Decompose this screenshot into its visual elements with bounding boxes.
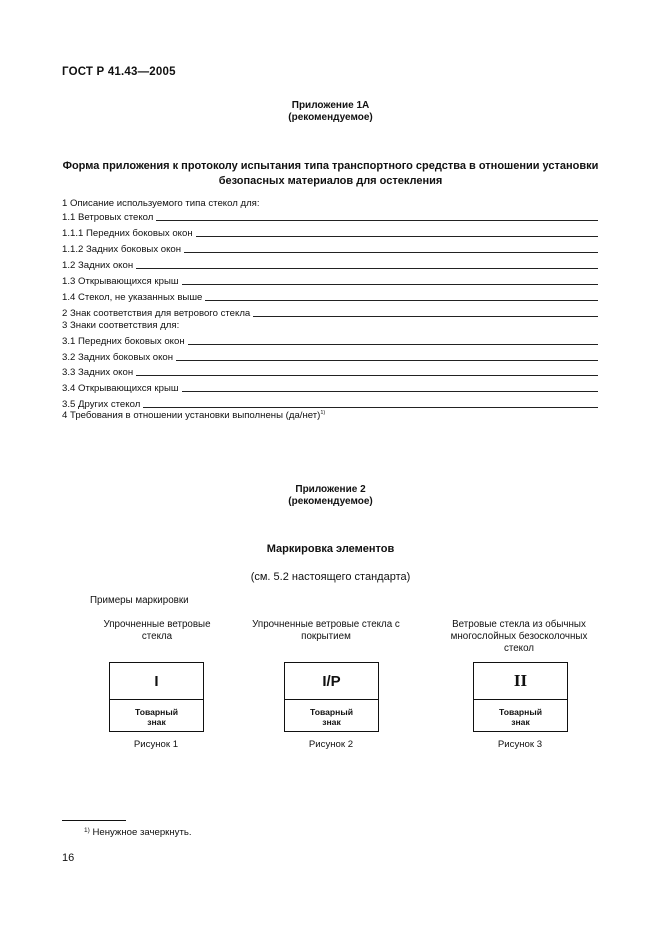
form-item-label: 1.1.1 Передних боковых окон (62, 228, 193, 239)
appendix-2-reference: (см. 5.2 настоящего стандарта) (250, 571, 411, 583)
form-item-label: 1 Описание используемого типа стекол для: (62, 198, 260, 209)
form-fill-line (176, 359, 598, 361)
form-fill-line (136, 374, 598, 376)
form-item-label: 3.2 Задних боковых окон (62, 352, 174, 363)
footnote-rule (62, 820, 126, 821)
trademark-line: знак (511, 716, 530, 727)
form-item-label: 1.4 Стекол, не указанных выше (62, 292, 203, 303)
form-item-1 (62, 198, 260, 209)
appendix-1a-subtitle: (рекомендуемое) (288, 112, 373, 123)
caption-line: покрытием (301, 631, 351, 642)
form-fill-line (196, 235, 598, 237)
appendix-1a-title: Приложение 1А (291, 100, 370, 111)
figure-3-mark-box (473, 662, 568, 732)
form-item-label: 1.3 Открывающихся крыш (62, 276, 179, 287)
figure-1-caption (72, 619, 242, 643)
footnote-marker: 1) (84, 827, 90, 834)
form-fill-line (156, 219, 598, 221)
form-fill-line (143, 406, 598, 408)
standard-code: ГОСТ Р 41.43—2005 (62, 66, 176, 78)
appendix-2-heading: Маркировка элементов (266, 543, 395, 555)
trademark-line: Товарный (135, 706, 178, 717)
caption-line: Ветровые стекла из обычных (452, 619, 586, 630)
form-item-1-3 (62, 273, 598, 287)
glazing-mark: I (110, 663, 203, 700)
form-item-3-5 (62, 396, 598, 410)
form-item-1-1-2 (62, 241, 598, 255)
form-fill-line (136, 267, 598, 269)
examples-label: Примеры маркировки (90, 595, 189, 606)
form-fill-line (188, 343, 598, 345)
glazing-mark: II (474, 663, 567, 700)
form-item-label: 3 Знаки соответствия для: (62, 320, 180, 331)
caption-line: стекол (503, 643, 535, 654)
form-item-3 (62, 320, 179, 331)
form-item-label: 3.4 Открывающихся крыш (62, 383, 179, 394)
appendix-2-subtitle: (рекомендуемое) (288, 496, 373, 507)
form-item-label: 1.1.2 Задних боковых окон (62, 244, 182, 255)
form-item-label: 3.5 Других стекол (62, 399, 141, 410)
trademark-line: знак (147, 716, 166, 727)
form-item-3-2 (62, 349, 598, 363)
figure-2-mark-box (284, 662, 379, 732)
form-fill-line (253, 315, 598, 317)
form-item-label: 1.1 Ветровых стекол (62, 212, 154, 223)
form-item-1-1-1 (62, 225, 598, 239)
footnote-text: Ненужное зачеркнуть. (92, 827, 192, 838)
trademark-line: Товарный (499, 706, 542, 717)
caption-line: Упрочненные ветровые стекла с (252, 619, 400, 630)
form-fill-line (182, 390, 598, 392)
footnote-marker: 1) (320, 410, 326, 416)
glazing-mark: I/P (285, 663, 378, 700)
form-fill-line (184, 251, 598, 253)
form-item-3-4 (62, 380, 598, 394)
form-item-label: 3.3 Задних окон (62, 367, 134, 378)
caption-line: Упрочненные ветровые (103, 619, 211, 630)
form-item-label: 1.2 Задних окон (62, 260, 134, 271)
trademark-line: знак (322, 716, 341, 727)
appendix-1a-heading-line1: Форма приложения к протоколу испытания типа транспортного средства в отношении установки (62, 160, 599, 172)
appendix-1a-heading-line2: безопасных материалов для остекления (218, 175, 443, 187)
form-item-label: 3.1 Передних боковых окон (62, 336, 185, 347)
footnote (84, 827, 192, 838)
form-item-3-1 (62, 333, 598, 347)
trademark-label (110, 700, 203, 733)
form-item-label: 2 Знак соответствия для ветрового стекла (62, 308, 251, 319)
figure-3-label: Рисунок 3 (497, 739, 543, 750)
figure-2-caption (236, 619, 416, 643)
page-number: 16 (62, 852, 75, 864)
form-item-1-1 (62, 209, 598, 223)
trademark-label (285, 700, 378, 733)
form-item-1-2 (62, 257, 598, 271)
figure-1-mark-box (109, 662, 204, 732)
form-fill-line (182, 283, 598, 285)
trademark-line: Товарный (310, 706, 353, 717)
form-item-4 (62, 410, 325, 421)
figure-3-caption (424, 619, 614, 655)
caption-line: многослойных безосколочных (450, 631, 588, 642)
figure-1-label: Рисунок 1 (133, 739, 179, 750)
form-item-1-4 (62, 289, 598, 303)
figure-2-label: Рисунок 2 (308, 739, 354, 750)
appendix-2-title: Приложение 2 (295, 484, 366, 495)
form-item-3-3 (62, 364, 598, 378)
caption-line: стекла (141, 631, 173, 642)
form-item-label: 4 Требования в отношении установки выполнены (да/нет) (62, 410, 321, 421)
form-fill-line (205, 299, 598, 301)
form-item-2 (62, 305, 598, 319)
trademark-label (474, 700, 567, 733)
